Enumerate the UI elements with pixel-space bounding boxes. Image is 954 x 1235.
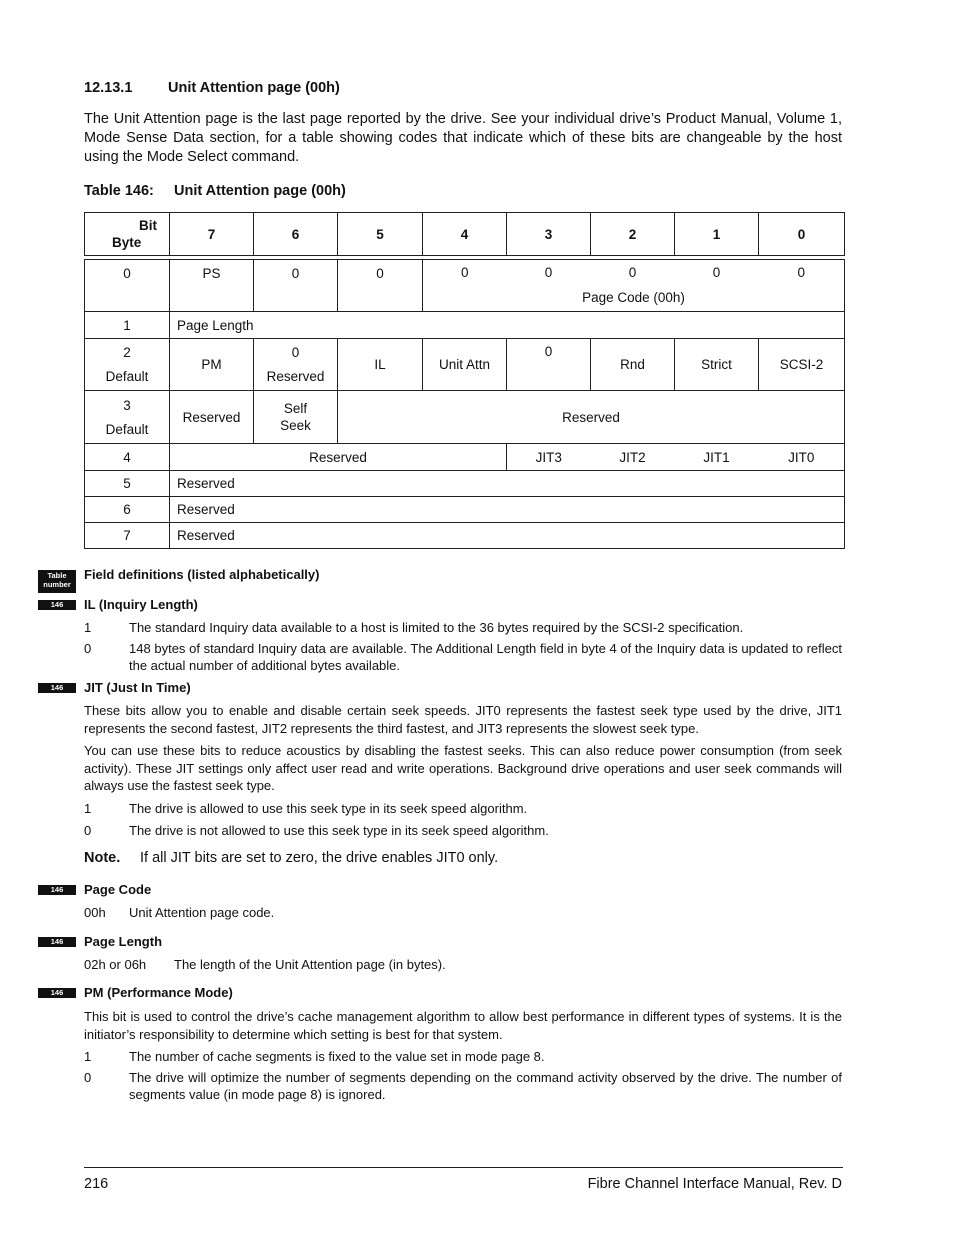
table-ref-badge: 146	[38, 600, 76, 610]
byte-3	[85, 391, 170, 444]
table-ref-badge: 146	[38, 937, 76, 947]
table-ref-badge: 146	[38, 683, 76, 693]
pm-item-1-text: The number of cache segments is fixed to the value set in mode page 8.	[129, 1049, 545, 1064]
il-item-0-key: 0	[84, 641, 92, 656]
pm-paragraph: This bit is used to control the drive’s cache management algorithm to allow best performance in different types of systems. It is the initiator’s responsibility to determine which setting is best for that system.	[84, 1009, 842, 1042]
byte-4: 4	[85, 444, 170, 471]
intro-paragraph: The Unit Attention page is the last page reported by the drive. See your individual drive’s Product Manual, Volume 1, Mode Sense Data section, for a table showing codes that indicate which of these bits are changeable by the host using the Mode Select command.	[84, 111, 842, 165]
self-seek-cell: Self Seek	[254, 391, 338, 444]
byte-7: 7	[85, 523, 170, 549]
jit3-cell: JIT3	[507, 444, 591, 471]
jit-item-1-text: The drive is allowed to use this seek type in its seek speed algorithm.	[129, 801, 528, 816]
jit2-cell: JIT2	[591, 444, 675, 471]
byte0-bit5: 0	[338, 260, 423, 312]
jit-item-1-key: 1	[84, 801, 92, 816]
byte0-bit4: 0	[423, 260, 507, 285]
page-code-cell: Page Code (00h)	[423, 285, 845, 312]
byte6-reserved: Reserved	[170, 497, 845, 523]
table-number-badge	[38, 570, 76, 593]
bit-header-7: 7	[170, 213, 254, 256]
byte-3-number: 3	[123, 397, 131, 413]
il-item-0	[84, 640, 842, 674]
footer-rule	[84, 1167, 843, 1168]
table-row-byte3	[85, 391, 845, 444]
table-row-byte7	[85, 523, 845, 549]
jit-item-0	[84, 822, 842, 839]
jit-item-1	[84, 800, 842, 817]
pm-item-1-key: 1	[84, 1049, 92, 1064]
field-definitions-title: Field definitions (listed alphabetically)	[84, 567, 320, 582]
page-length-cell: Page Length	[170, 312, 845, 339]
table-row-byte2	[85, 339, 845, 391]
table-row-byte0	[85, 260, 845, 285]
ps-cell: PS	[170, 260, 254, 312]
section-title: Unit Attention page (00h)	[168, 80, 340, 96]
byte3-reserved-bit7: Reserved	[170, 391, 254, 444]
table-ref-badge: 146	[38, 885, 76, 895]
byte0-bit3: 0	[507, 260, 591, 285]
unit-attention-table	[84, 212, 845, 549]
bit-header-4: 4	[423, 213, 507, 256]
byte3-reserved-bits: Reserved	[338, 391, 845, 444]
bit-byte-header	[85, 213, 170, 256]
table-row-byte5	[85, 471, 845, 497]
il-title: IL (Inquiry Length)	[84, 597, 198, 612]
table-title: Unit Attention page (00h)	[174, 183, 346, 199]
jit-item-0-key: 0	[84, 823, 92, 838]
byte-6: 6	[85, 497, 170, 523]
bit-header-0: 0	[759, 213, 845, 256]
bit-header-6: 6	[254, 213, 338, 256]
byte-0: 0	[85, 260, 170, 312]
table-row-byte1	[85, 312, 845, 339]
il-item-1-text: The standard Inquiry data available to a host is limited to the 36 bytes required by the SCSI-2 specification.	[129, 620, 744, 635]
table-row-byte4	[85, 444, 845, 471]
page-number: 216	[84, 1176, 109, 1192]
pm-title: PM (Performance Mode)	[84, 985, 233, 1000]
note-label: Note.	[84, 850, 121, 866]
pm-cell: PM	[170, 339, 254, 391]
strict-cell: Strict	[675, 339, 759, 391]
byte2-bit6-value: 0	[291, 345, 300, 360]
table-number: Table 146:	[84, 183, 154, 199]
bit-header-3: 3	[507, 213, 591, 256]
badge-line2: number	[43, 580, 71, 589]
jit-item-0-text: The drive is not allowed to use this seek type in its seek speed algorithm.	[129, 823, 549, 838]
byte7-reserved: Reserved	[170, 523, 845, 549]
byte-2-default: Default	[105, 369, 149, 384]
page-length-key: 02h or 06h	[84, 957, 147, 972]
scsi2-cell: SCSI-2	[759, 339, 845, 391]
pm-item-0-key: 0	[84, 1070, 92, 1085]
byte-5: 5	[85, 471, 170, 497]
unit-attn-cell: Unit Attn	[423, 339, 507, 391]
page-length-title: Page Length	[84, 934, 163, 949]
byte5-reserved: Reserved	[170, 471, 845, 497]
table-ref-badge: 146	[38, 988, 76, 998]
byte4-reserved: Reserved	[170, 444, 507, 471]
byte-3-default: Default	[105, 421, 149, 437]
page-code-key: 00h	[84, 905, 106, 920]
page-length-item	[84, 956, 842, 973]
byte2-bit6	[254, 339, 338, 391]
jit-title: JIT (Just In Time)	[84, 680, 191, 695]
pm-item-0-text: The drive will optimize the number of segments depending on the command activity observed by the drive. The number of segments value (in mode page 8) is ignored.	[129, 1070, 842, 1102]
page-code-text: Unit Attention page code.	[129, 905, 275, 920]
byte-label: Byte	[112, 235, 142, 250]
badge-line1: Table	[47, 571, 67, 580]
pm-item-0	[84, 1069, 842, 1103]
section-heading	[84, 80, 340, 96]
byte-2-number: 2	[123, 345, 131, 360]
jit0-cell: JIT0	[759, 444, 845, 471]
byte-1: 1	[85, 312, 170, 339]
byte0-bit2: 0	[591, 260, 675, 285]
il-cell: IL	[338, 339, 423, 391]
il-item-0-text: 148 bytes of standard Inquiry data are available. The Additional Length field in byte 4 of the Inquiry data is updated to reflect the actual number of additional bytes available.	[129, 641, 842, 673]
bit-header-1: 1	[675, 213, 759, 256]
il-item-1-key: 1	[84, 620, 92, 635]
bit-label: Bit	[139, 218, 157, 233]
jit-paragraph-2: You can use these bits to reduce acoustics by disabling the fastest seeks. This can also reduce power consumption (from seek activity). These JIT settings only affect user read and write operations. Background drive operations and user seek commands will always use the fastest seek type.	[84, 743, 842, 793]
byte-2	[85, 339, 170, 391]
section-number: 12.13.1	[84, 80, 133, 96]
table-row-byte6	[85, 497, 845, 523]
bit-header-2: 2	[591, 213, 675, 256]
page-length-text: The length of the Unit Attention page (in bytes).	[174, 957, 446, 972]
byte0-bit0: 0	[759, 260, 845, 285]
page-code-item	[84, 904, 842, 921]
bit-header-5: 5	[338, 213, 423, 256]
note-text: If all JIT bits are set to zero, the drive enables JIT0 only.	[140, 850, 499, 866]
table-caption	[84, 183, 346, 199]
page-code-title: Page Code	[84, 882, 152, 897]
rnd-cell: Rnd	[591, 339, 675, 391]
jit-note	[84, 850, 498, 866]
byte0-bit6: 0	[254, 260, 338, 312]
byte2-bit6-label: Reserved	[266, 369, 325, 384]
pm-item-1	[84, 1048, 842, 1065]
table-header-row	[85, 213, 845, 256]
jit-paragraph-1: These bits allow you to enable and disable certain seek speeds. JIT0 represents the fastest seek type used by the drive, JIT1 represents the second fastest, JIT2 represents the third fastest, and JIT3 represents the slowest seek type.	[84, 703, 842, 736]
document-title: Fibre Channel Interface Manual, Rev. D	[587, 1176, 842, 1192]
il-item-1	[84, 619, 842, 636]
byte0-bit1: 0	[675, 260, 759, 285]
jit1-cell: JIT1	[675, 444, 759, 471]
byte2-bit3: 0	[507, 339, 591, 391]
